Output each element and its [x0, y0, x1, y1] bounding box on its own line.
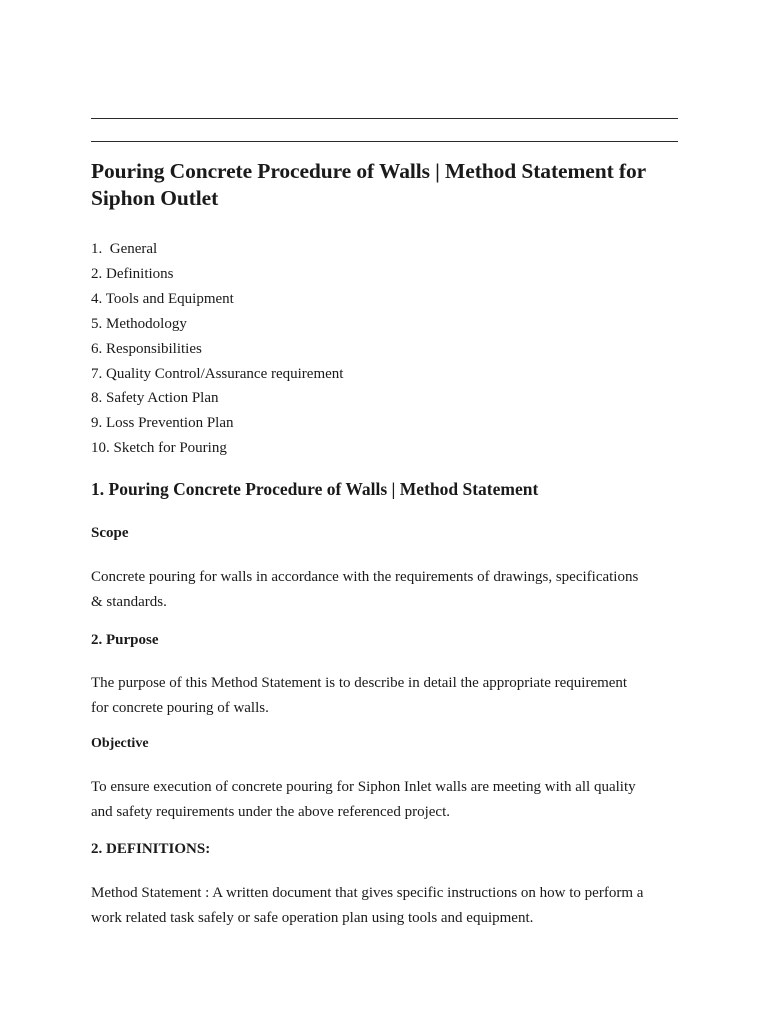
toc-item: 7. Quality Control/Assurance requirement [91, 365, 344, 382]
table-of-contents [91, 237, 343, 461]
definitions-heading: 2. DEFINITIONS: [91, 841, 211, 857]
scope-text: Concrete pouring for walls in accordance with the requirements of drawings, specifications & standards. [91, 569, 639, 610]
purpose-text: The purpose of this Method Statement is to describe in detail the appropriate requirement for concrete pouring of walls. [91, 675, 628, 716]
document-title: Pouring Concrete Procedure of Walls | Method Statement for Siphon Outlet [91, 159, 646, 210]
top-rule [91, 141, 678, 142]
toc-item: 6. Responsibilities [91, 340, 202, 357]
toc-item: 1. General [91, 241, 158, 257]
scope-heading: Scope [91, 525, 129, 541]
toc-item: 9. Loss Prevention Plan [91, 415, 234, 432]
toc-item: 5. Methodology [91, 315, 187, 332]
toc-item: 8. Safety Action Plan [91, 390, 219, 407]
definitions-text: Method Statement : A written document that gives specific instructions on how to perform a work related task safely or safe operation plan using tools and equipment. [91, 885, 644, 926]
objective-text: To ensure execution of concrete pouring for Siphon Inlet walls are meeting with all quality and safety requirements under the above referenced project. [91, 779, 636, 820]
top-rule [91, 118, 678, 119]
toc-item: 2. Definitions [91, 265, 174, 282]
purpose-heading: 2. Purpose [91, 632, 159, 648]
objective-heading: Objective [91, 736, 149, 751]
section-heading: 1. Pouring Concrete Procedure of Walls | Method Statement [91, 479, 539, 499]
toc-item: 10. Sketch for Pouring [91, 440, 227, 457]
toc-item: 4. Tools and Equipment [91, 290, 234, 307]
